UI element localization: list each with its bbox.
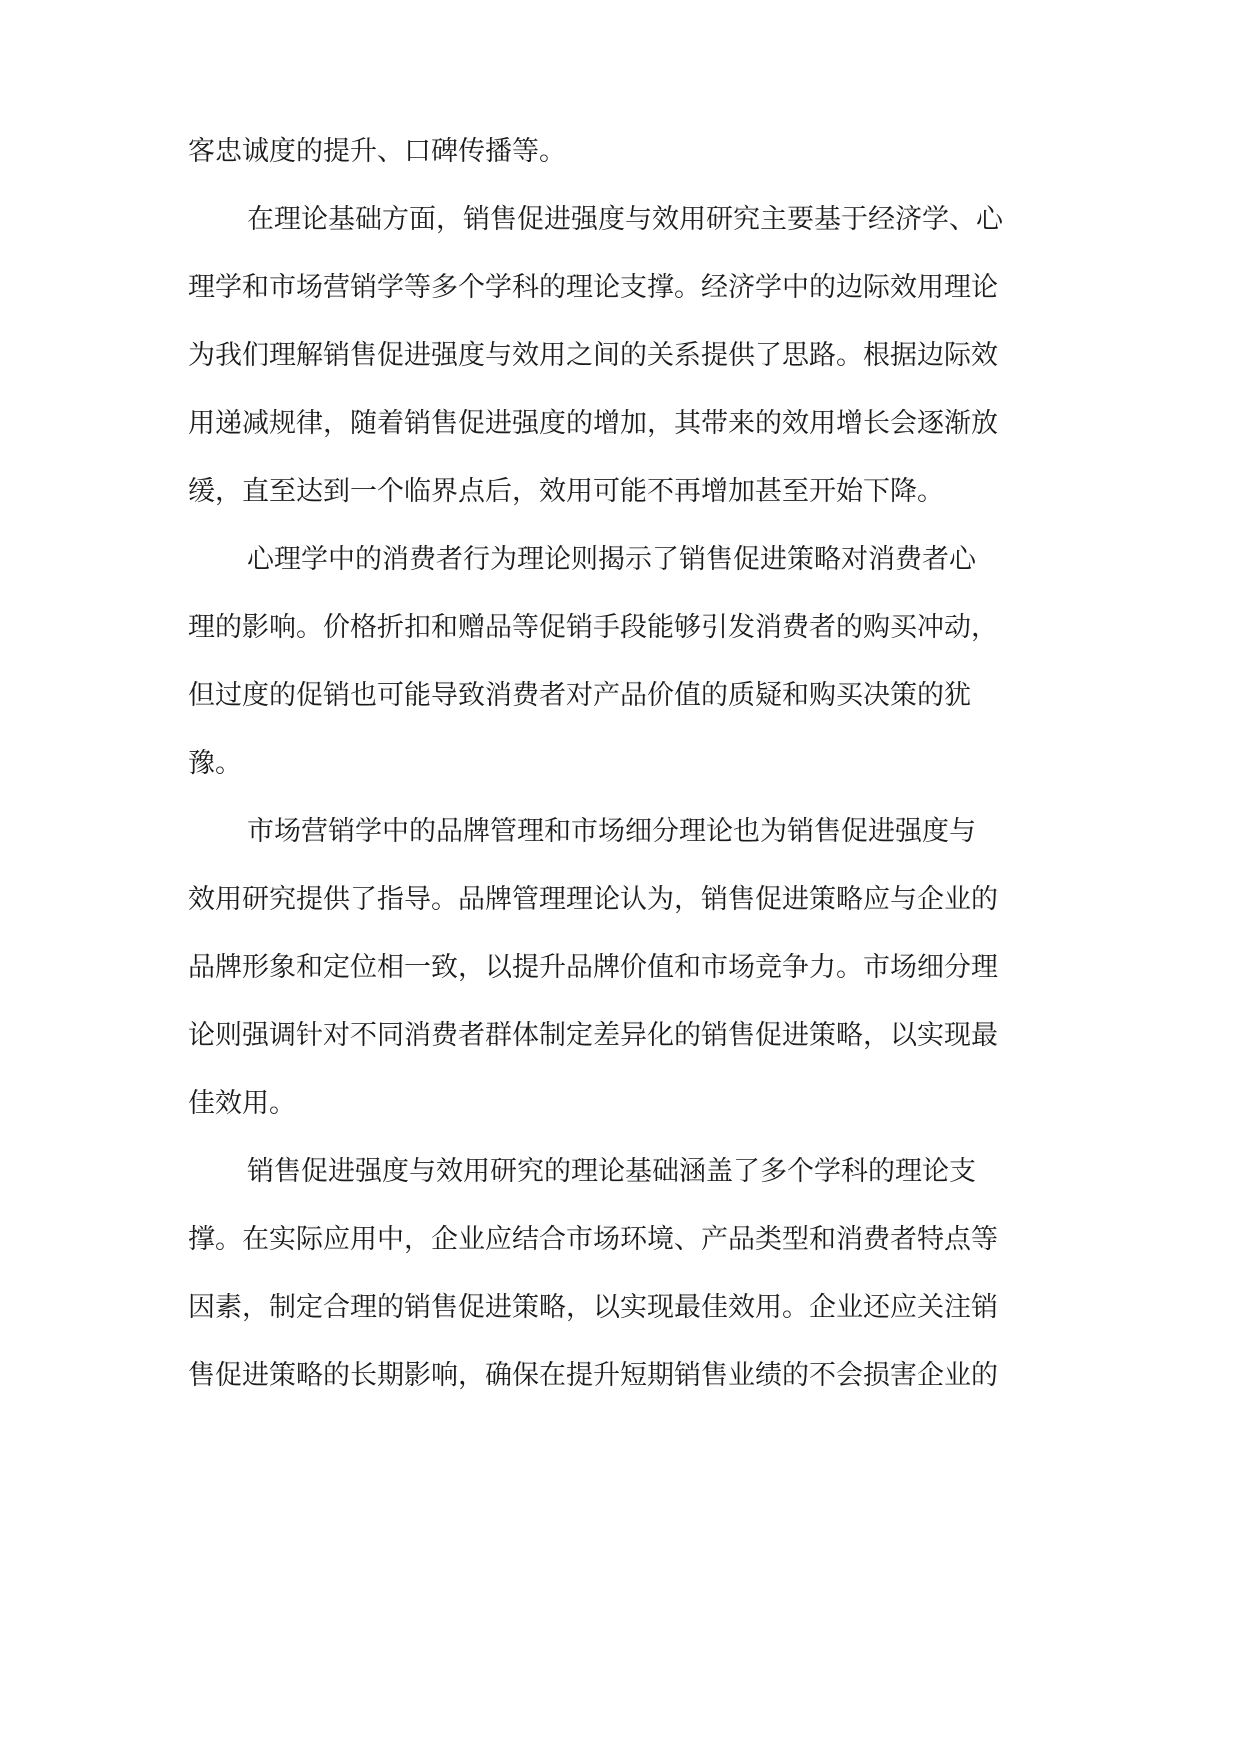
- paragraph-line: 品牌形象和定位相一致，以提升品牌价值和市场竞争力。市场细分理: [188, 952, 998, 983]
- paragraph-line: 心理学中的消费者行为理论则揭示了销售促进策略对消费者心: [247, 544, 976, 575]
- paragraph-line: 但过度的促销也可能导致消费者对产品价值的质疑和购买决策的犹: [188, 680, 971, 711]
- paragraph-line: 售促进策略的长期影响，确保在提升短期销售业绩的不会损害企业的: [188, 1360, 998, 1391]
- paragraph-line: 用递减规律，随着销售促进强度的增加，其带来的效用增长会逐渐放: [188, 408, 998, 439]
- paragraph-line: 撑。在实际应用中，企业应结合市场环境、产品类型和消费者特点等: [188, 1224, 998, 1255]
- paragraph-line: 理的影响。价格折扣和赠品等促销手段能够引发消费者的购买冲动，: [188, 612, 998, 643]
- paragraph-line: 销售促进强度与效用研究的理论基础涵盖了多个学科的理论支: [247, 1156, 976, 1187]
- paragraph-line: 豫。: [188, 748, 242, 779]
- paragraph-line: 佳效用。: [188, 1088, 296, 1119]
- paragraph-line: 市场营销学中的品牌管理和市场细分理论也为销售促进强度与: [247, 816, 976, 847]
- paragraph-line: 为我们理解销售促进强度与效用之间的关系提供了思路。根据边际效: [188, 340, 998, 371]
- paragraph-line: 效用研究提供了指导。品牌管理理论认为，销售促进策略应与企业的: [188, 884, 998, 915]
- paragraph-line: 论则强调针对不同消费者群体制定差异化的销售促进策略，以实现最: [188, 1020, 998, 1051]
- paragraph-line: 因素，制定合理的销售促进策略，以实现最佳效用。企业还应关注销: [188, 1292, 998, 1323]
- paragraph-line: 缓，直至达到一个临界点后，效用可能不再增加甚至开始下降。: [188, 476, 944, 507]
- paragraph-line: 客忠诚度的提升、口碑传播等。: [188, 136, 566, 167]
- paragraph-line: 在理论基础方面，销售促进强度与效用研究主要基于经济学、心: [247, 204, 1003, 235]
- paragraph-line: 理学和市场营销学等多个学科的理论支撑。经济学中的边际效用理论: [188, 272, 998, 303]
